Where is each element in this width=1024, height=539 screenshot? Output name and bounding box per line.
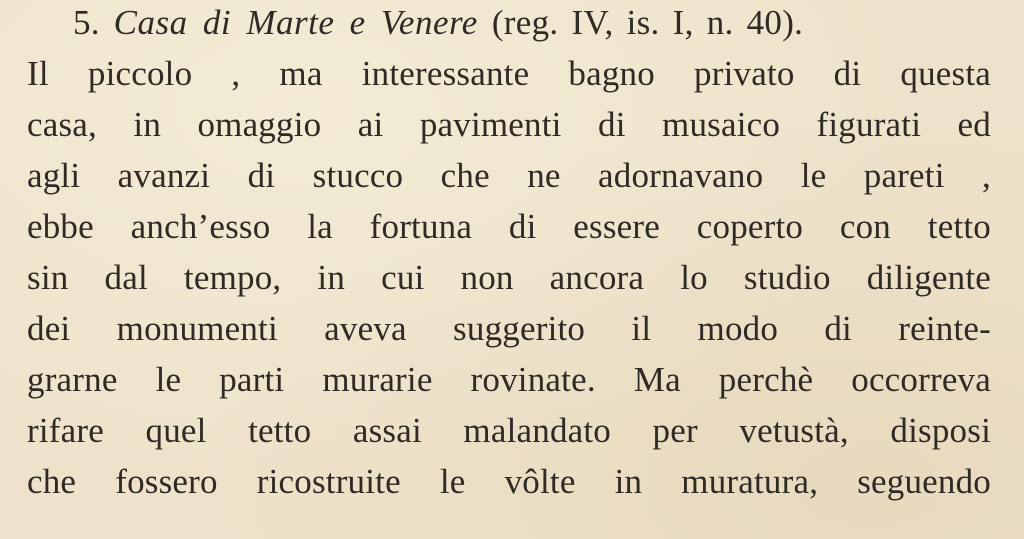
section-reference: (reg. IV, is. I, n. 40). [491,3,804,42]
text-line: sin dal tempo, in cui non ancora lo studio diligente [27,258,991,297]
section-number: 5. [73,3,100,42]
text-line: agli avanzi di stucco che ne adornavano le pareti , [27,156,991,195]
text-line: grarne le parti murarie rovinate. Ma perchè occorreva [27,360,991,399]
text-line: rifare quel tetto assai malandato per vetustà, disposi [27,411,991,450]
section-title: Casa di Marte e Venere [113,3,478,42]
text-line: casa, in omaggio ai pavimenti di musaico figurati ed [27,105,991,144]
text-line: ebbe anch’esso la fortuna di essere coperto con tetto [27,207,991,246]
section-heading [27,0,991,48]
text-line: dei monumenti aveva suggerito il modo di reinte- [27,309,991,348]
text-line: che fossero ricostruite le vôlte in muratura, seguendo [27,462,991,501]
paragraph [27,0,991,507]
text-line: Il piccolo , ma interessante bagno privato di questa [27,54,991,93]
